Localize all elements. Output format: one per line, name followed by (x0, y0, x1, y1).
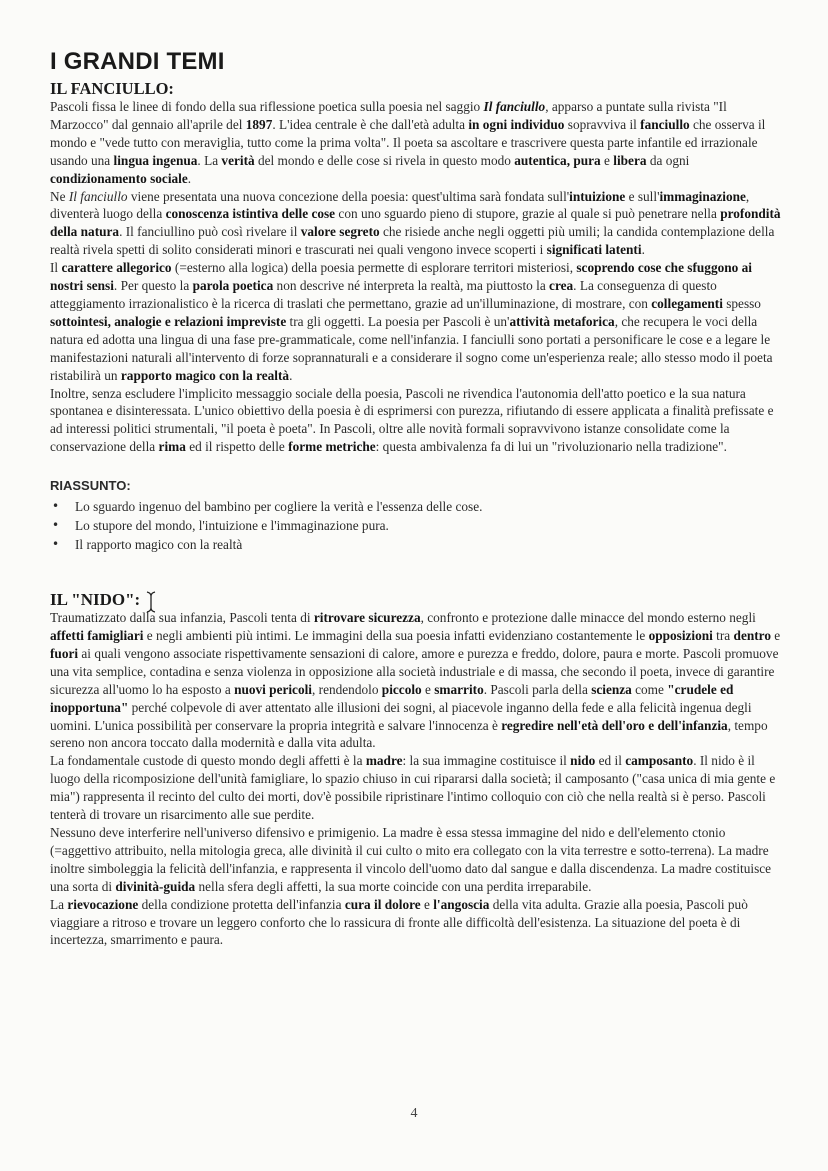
section-body-fanciullo (50, 98, 784, 456)
paragraph: Traumatizzato dalla sua infanzia, Pascoli tenta di ritrovare sicurezza, confronto e protezione dalle minacce del mondo esterno negli affetti famigliari e negli ambienti più intimi. Le immagini della sua poesia infatti evidenziano costantemente le opposizioni tra dentro e fuori ai quali vengono associate rispettivamente sensazioni di calore, amore e purezza e freddo, dolore, paura e morte. Pascoli promuove una vita semplice, contadina e senza violenza in opposizione alla società industriale e di massa, che secondo il poeta, invece di garantire sicurezza all'uomo lo ha esposto a nuovi pericoli, rendendolo piccolo e smarrito. Pascoli parla della scienza come "crudele ed inopportuna" perché colpevole di aver attentato alle illusioni dei sogni, al piacevole inganno della fede e alla felicità ingenua degli uomini. L'unica possibilità per conservare la propria integrità e salvare l'innocenza è regredire nell'età dell'oro e dell'infanzia, tempo sereno non ancora toccato dalla modernità e dalla vita adulta. (50, 610, 781, 751)
section-heading-nido: IL "NIDO": (50, 590, 141, 610)
paragraph: Pascoli fissa le linee di fondo della sua riflessione poetica sulla poesia nel saggio Il fanciullo, apparso a puntate sulla rivista "Il Marzocco" dal gennaio all'aprile del 1897. L'idea centrale è che dall'età adulta in ogni individuo sopravviva il fanciullo che osserva il mondo e "vede tutto con meraviglia, tutto come la prima volta". Il poeta sa ascoltare e trascrivere questa parte infantile ed irrazionale usando una lingua ingenua. La verità del mondo e delle cose si rivela in questo modo autentica, pura e libera da ogni condizionamento sociale. (50, 99, 766, 186)
summary-list (50, 497, 784, 554)
paragraph: Inoltre, senza escludere l'implicito messaggio sociale della poesia, Pascoli ne rivendica l'autonomia dell'atto poetico e la sua natura spontanea e disinteressata. L'unico obiettivo della poesia è di esprimersi con purezza, rifiutando di essere applicata a finalità prefissate e ad interessi politici strumentali, "il poeta è poeta". In Pascoli, oltre alle novità formali sopravvivono istanze consolidate come la conservazione della rima ed il rispetto delle forme metriche: questa ambivalenza fa di lui un "rivoluzionario nella tradizione". (50, 385, 774, 455)
page-title: I GRANDI TEMI (50, 48, 225, 75)
paragraph: Ne Il fanciullo viene presentata una nuova concezione della poesia: quest'ultima sarà fondata sull'intuizione e sull'immaginazione, diventerà luogo della conoscenza istintiva delle cose con uno sguardo pieno di stupore, grazie al quale si può penetrare nella profondità della natura. Il fanciullino può così rivelare il valore segreto che risiede anche negli oggetti più umili; la candida contemplazione della realtà rivela spetti di solito considerati minori e trascurati nei quali vengono invece scoperti i significati latenti. (50, 188, 781, 258)
section-body-nido (50, 609, 784, 949)
paragraph: La rievocazione della condizione protetta dell'infanzia cura il dolore e l'angoscia della vita adulta. Grazie alla poesia, Pascoli può viaggiare a ritroso e trovare un leggero conforto che lo rassicura di fronte alle difficoltà dell'esistenza. La situazione del poeta è di incertezza, smarrimento e paura. (50, 896, 748, 948)
page-number: 4 (410, 1106, 418, 1121)
paragraph: Il carattere allegorico (=esterno alla logica) della poesia permette di esplorare territori misteriosi, scoprendo cose che sfuggono ai nostri sensi. Per questo la parola poetica non descrive né interpreta la realtà, ma piuttosto la crea. La conseguenza di questo atteggiamento irrazionalistico è la ricerca di traslati che permettano, grazie ad un'illuminazione, di mostrare, con collegamenti spesso sottointesi, analogie e relazioni impreviste tra gli oggetti. La poesia per Pascoli è un'attività metaforica, che recupera le voci della natura ed adotta una lingua di una fase pre-grammaticale, come nell'infanzia. I fanciulli sono portati a personificare le cose e a legare le manifestazioni naturali all'intervento di forze soprannaturali e a considerare il sogno come un'esperienza reale; allo stesso modo il poeta ristabilirà un rapporto magico con la realtà. (50, 260, 773, 383)
summary-heading: RIASSUNTO: (50, 478, 131, 494)
list-item: • Il rapporto magico con la realtà (75, 535, 784, 554)
list-item: • Lo stupore del mondo, l'intuizione e l'immaginazione pura. (75, 516, 784, 535)
paragraph: La fondamentale custode di questo mondo degli affetti è la madre: la sua immagine costituisce il nido ed il camposanto. Il nido è il luogo della ricomposizione dell'unità famigliare, lo spazio chiuso in cui ripararsi dalla società; il camposanto ("casa unica di mia gente e mia") rappresenta il recinto del culto dei morti, dov'è possibile ripristinare l'intimo colloquio con ciò che nella realtà si è perso. Pascoli tenterà di trovare un risarcimento alle sue perdite. (50, 753, 776, 823)
text-cursor-icon (146, 591, 156, 613)
paragraph: Nessuno deve interferire nell'universo difensivo e primigenio. La madre è essa stessa immagine del nido e dell'elemento ctonio (=aggettivo attribuito, nella mitologia greca, alle divinità il cui culto o mito era collegato con la vita terrestre e sotto-terrena). La madre inoltre simboleggia la felicità dell'infanzia, e rappresenta il vincolo dell'uomo dato dal sangue e dalla discendenza. La madre costituisce una sorta di divinità-guida nella sfera degli affetti, la sua morte coincide con una perdita irreparabile. (50, 825, 772, 894)
section-heading-fanciullo: IL FANCIULLO: (50, 79, 174, 98)
list-item: • Lo sguardo ingenuo del bambino per cogliere la verità e l'essenza delle cose. (75, 497, 784, 516)
